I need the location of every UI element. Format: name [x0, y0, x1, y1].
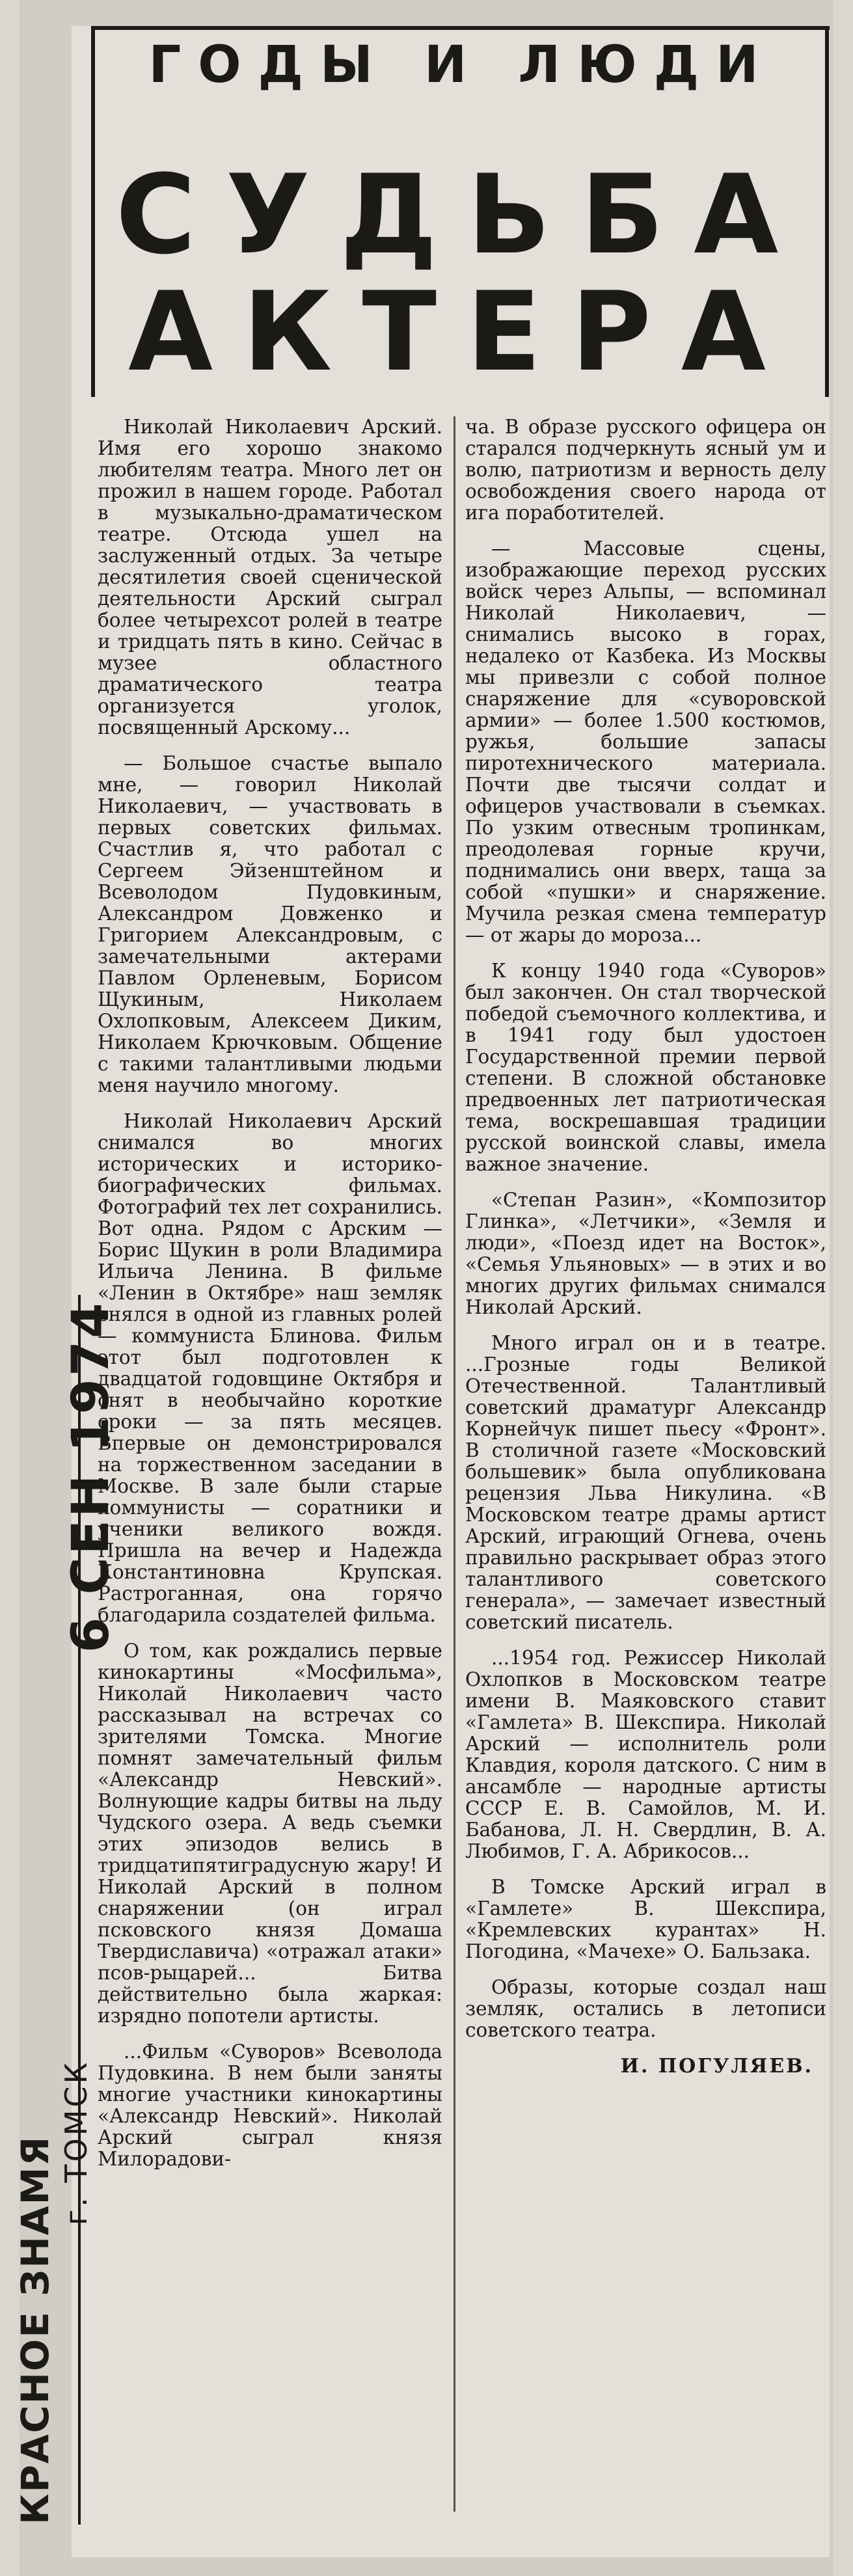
right-paragraph: — Массовые сцены, изображающие переход русских войск через Альпы, — вспоминал Николай Николаевич, — снимались высоко в горах, недалеко от Казбека. Из Москвы мы привезли с собой полное снаряжение для «суворовской армии» — более 1.500 костюмов, ружья, большие запасы пиротехнического материала. Почти две тысячи солдат и офицеров участвовали в съемках. По узким отвесным тропинкам, преодолевая горные кручи, поднимались они вверх, таща за собой «пушки» и снаряжение. Мучила резкая смена температур — от жары до мороза...: [465, 537, 826, 946]
frame-top-rule: [91, 26, 830, 30]
right-paragraph: К концу 1940 года «Суворов» был закончен. Он стал творческой победой съемочного коллектива, и в 1941 году был удостоен Государственной премии первой степени. В сложной обстановке предвоенных лет патриотическая тема, воскрешавшая традиции русской воинской славы, имела важное значение.: [465, 960, 826, 1175]
right-column: [465, 416, 826, 2544]
column-divider: [454, 416, 455, 2512]
source-city-stamp: г. ТОМСК: [59, 2059, 94, 2225]
article-title-line-2: АКТЕРА: [128, 268, 796, 396]
right-paragraph: В Томске Арский играл в «Гамлете» В. Шекспира, «Кремлевских курантах» Н. Погодина, «Мачехе» О. Бальзака.: [465, 1876, 826, 1962]
right-paragraph: «Степан Разин», «Композитор Глинка», «Летчики», «Земля и люди», «Поезд идет на Восток», «Семья Ульяновых» — в этих и во многих других фильмах снимался Николай Арский.: [465, 1189, 826, 1318]
left-paragraph: О том, как рождались первые кинокартины «Мосфильма», Николай Николаевич часто рассказывал на встречах со зрителями Томска. Многие помнят замечательный фильм «Александр Невский». Волнующие кадры битвы на льду Чудского озера. А ведь съемки этих эпизодов велись в тридцатипятиградусную жару! И Николай Арский в полном снаряжении (он играл псковского князя Домаша Твердиславича) «отражал атаки» псов-рыцарей... Битва действительно была жаркая: изрядно попотели артисты.: [98, 1640, 442, 2027]
left-paragraph: ...Фильм «Суворов» Всеволода Пудовкина. В нем были заняты многие участники кинокартины «Александр Невский». Николай Арский сыграл князя Милорадови-: [98, 2040, 442, 2170]
right-paragraph: ...1954 год. Режиссер Николай Охлопков в Московском театре имени В. Маяковского ставит «Гамлета» В. Шекспира. Николай Арский — исполнитель роли Клавдия, короля датского. С ним в ансамбле — народные артисты СССР Е. В. Самойлов, М. И. Бабанова, Л. Н. Свердлин, В. А. Любимов, Г. А. Абрикосов...: [465, 1647, 826, 1862]
article-title-line-1: СУДЬБА: [115, 151, 809, 278]
right-paragraph: ча. В образе русского офицера он старался подчеркнуть ясный ум и волю, патриотизм и верность делу освобождения своего народа от ига поработителей.: [465, 416, 826, 524]
left-paragraph: — Большое счастье выпало мне, — говорил Николай Николаевич, — участвовать в первых советских фильмах. Счастлив я, что работал с Сергеем Эйзенштейном и Всеволодом Пудовкиным, Александром Довженко и Григорием Александровым, с замечательными актерами Павлом Орленевым, Борисом Щукиным, Николаем Охлопковым, Алексеем Диким, Николаем Крючковым. Общение с такими талантливыми людьми меня научило многому.: [98, 752, 442, 1096]
left-paragraph: Николай Николаевич Арский снимался во многих исторических и историко-биографических фильмах. Фотографий тех лет сохранились. Вот одна. Рядом с Арским — Борис Щукин в роли Владимира Ильича Ленина. В фильме «Ленин в Октябре» наш земляк снялся в одной из главных ролей — коммуниста Блинова. Фильм этот был подготовлен к двадцатой годовщине Октября и снят в необычайно короткие сроки — за пять месяцев. Впервые он демонстрировался на торжественном заседании в Москве. В зале были старые коммунисты — соратники и ученики великого вождя. Пришла на вечер и Надежда Константиновна Крупская. Растроганная, она горячо благодарила создателей фильма.: [98, 1110, 442, 1626]
source-newspaper-stamp: КРАСНОЕ ЗНАМЯ: [13, 2135, 57, 2525]
left-column: [98, 416, 442, 2544]
rubric: ГОДЫ И ЛЮДИ: [148, 36, 776, 94]
author-signature: И. ПОГУЛЯЕВ.: [620, 2055, 813, 2078]
left-paragraph: Николай Николаевич Арский. Имя его хорошо знакомо любителям театра. Много лет он прожил в нашем городе. Работал в музыкально-драматическом театре. Отсюда ушел на заслуженный отдых. За четыре десятилетия своей сценической деятельности Арский сыграл более четырехсот ролей в театре и тридцать пять в кино. Сейчас в музее областного драматического театра организуется уголок, посвященный Арскому...: [98, 416, 442, 739]
date-stamp: 6 СЕН 1974: [62, 1300, 120, 1653]
right-paragraph: Много играл он и в театре. ...Грозные годы Великой Отечественной. Талантливый советский драматург Александр Корнейчук пишет пьесу «Фронт». В столичной газете «Московский большевик» была опубликована рецензия Льва Никулина. «В Московском театре драмы артист Арский, играющий Огнева, очень правильно раскрывает образ этого талантливого советского генерала», — замечает известный советский писатель.: [465, 1332, 826, 1633]
right-paragraph: Образы, которые создал наш земляк, остались в летописи советского театра.: [465, 1976, 826, 2041]
